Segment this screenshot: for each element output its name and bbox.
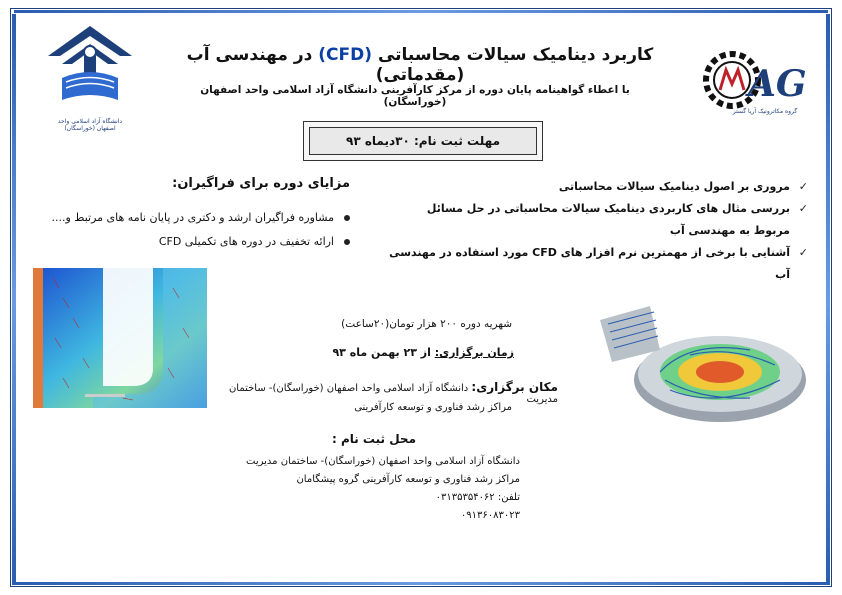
azad-university-logo [40,18,140,128]
topic-text: مربوط به مهندسی آب [669,224,790,237]
title-cfd: (CFD) [318,45,373,65]
benefit-item [24,206,350,230]
topic-text: بررسی مثال های کاربردی دینامیک سیالات محاسباتی در حل مسائل [426,202,790,215]
place-label: مکان برگزاری: [471,380,558,394]
place-line2: مراکز رشد فناوری و توسعه کارآفرینی [354,402,512,413]
topic-item [388,198,808,220]
title-main: کاربرد دینامیک سیالات محاسباتی [377,45,654,65]
registration-phone: تلفن: ۰۳۱۳۵۳۵۴۰۶۲ [435,492,520,503]
place-line1: دانشگاه آزاد اسلامی واحد اصفهان (خوراسگان)- ساختمان مدیریت [228,383,558,405]
deadline-box [303,121,543,161]
svg-text:AG: AG [748,63,807,105]
topic-text: آشنایی با برخی از مهمترین نرم افزار های CFD مورد استفاده در مهندسی آب [389,246,790,281]
course-time [300,346,514,359]
benefit-item [24,230,350,254]
course-fee: شهریه دوره ۲۰۰ هزار تومان(۲۰ساعت) [341,318,512,330]
registration-line: دانشگاه آزاد اسلامی واحد اصفهان (خوراسگان)- ساختمان مدیریت [246,456,520,467]
benefit-text: مشاوره فراگیران ارشد و دکتری در پایان نامه های مرتبط و.... [51,211,334,224]
registration-title: محل ثبت نام : [331,432,417,446]
time-value: از ۲۳ بهمن ماه ۹۳ [332,346,435,359]
benefits-list [24,206,350,254]
cfd-simulation-image [33,268,207,408]
frame-edge-right [826,14,830,585]
pump-simulation-image [590,300,810,428]
registration-line: مراکز رشد فناوری و توسعه کارآفرینی گروه پیشگامان [296,474,520,485]
frame-edge-bottom [14,582,828,585]
registration-mobile: ۰۹۱۳۶۰۸۳۰۲۳ [460,510,520,521]
frame-edge-left [12,14,16,585]
benefit-text: ارائه تخفیف در دوره های تکمیلی CFD [158,235,334,248]
check-icon: ✓ [798,180,808,193]
bullet-icon [344,239,350,245]
bullet-icon [344,215,350,221]
time-label: زمان برگزاری: [434,346,514,359]
right-logo-caption: گروه مکاترونیک آریا گستر [732,108,798,115]
check-icon: ✓ [798,246,808,259]
check-icon: ✓ [798,202,808,215]
topics-list [388,176,808,286]
left-logo-caption: دانشگاه آزاد اسلامی واحد اصفهان (خوراسگان) [57,118,123,132]
frame-edge-top [14,10,828,13]
deadline-text: مهلت ثبت نام: ۳۰دیماه ۹۳ [309,127,537,155]
title-rest: در مهندسی آب (مقدماتی) [186,45,465,85]
topic-item [388,242,808,286]
topic-text: مروری بر اصول دینامیک سیالات محاسباتی [558,180,790,193]
page-subtitle: با اعطاء گواهینامه پایان دوره از مرکز کارآفرینی دانشگاه آزاد اسلامی واحد اصفهان (خوراسگان) [200,84,630,108]
page-title [150,45,690,85]
topic-item [388,176,808,198]
benefits-title: مزایای دوره برای فراگیران: [172,176,350,191]
topic-item-continuation [388,220,808,242]
